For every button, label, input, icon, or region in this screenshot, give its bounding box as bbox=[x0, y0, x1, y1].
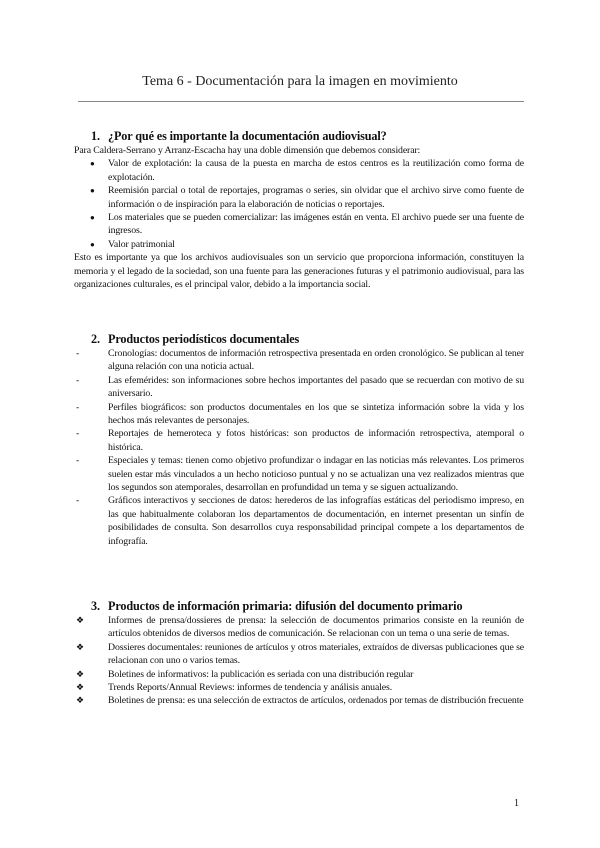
list-item bbox=[74, 454, 524, 494]
list-item-text: Valor de explotación: la causa de la puesta en marcha de estos centros es la reutilización como forma de explotación. bbox=[108, 158, 524, 183]
outro-paragraph: Esto es importante ya que los archivos audiovisuales son un servicio que proporciona información, constituyen la memoria y el legado de la sociedad, son una fuente para las generaciones futuras y el patrimonio audiovisual, para las organizaciones culturales, es el principal valor, debido a la importancia social. bbox=[74, 252, 524, 291]
section-heading bbox=[91, 332, 524, 347]
diamond-bullet-icon: ❖ bbox=[76, 615, 84, 625]
section-heading bbox=[91, 129, 524, 144]
diamond-list bbox=[74, 614, 524, 708]
document-title: Tema 6 - Documentación para la imagen en movimiento bbox=[142, 74, 458, 89]
section-number: 1. bbox=[91, 129, 100, 143]
diamond-bullet-icon: ❖ bbox=[76, 641, 84, 652]
list-item-text: Dossieres documentales: reuniones de artículos y otros materiales, extraídos de diversas publicaciones que se relacionan con uno o varios temas. bbox=[108, 641, 524, 667]
diamond-bullet-icon: ❖ bbox=[76, 682, 84, 693]
section-heading-text: Productos de información primaria: difusión del documento primario bbox=[108, 599, 463, 613]
list-item bbox=[74, 211, 524, 238]
list-item-text: Reportajes de hemeroteca y fotos históricas: son productos de información retrospectiva, atemporal o histórica. bbox=[108, 428, 524, 453]
list-item-text: Valor patrimonial bbox=[108, 238, 175, 250]
list-item-text: Especiales y temas: tienen como objetivo profundizar o indagar en las noticias más relevantes. Los primeros suelen estar más vinculados a un hecho noticioso puntual y no se actualizan una vez realizados mientras que los segundos son atemporales, desarrollan en profundidad un tema y se siguen actualizando. bbox=[108, 455, 524, 494]
list-item-text: Boletines de informativos: la publicación es seriada con una distribución regular bbox=[108, 668, 414, 680]
bullet-icon: ● bbox=[90, 159, 95, 169]
list-item bbox=[74, 641, 524, 668]
list-item bbox=[74, 401, 524, 428]
bullet-icon: ● bbox=[90, 186, 95, 196]
list-item-text: Trends Reports/Annual Reviews: informes de tendencia y análisis anuales. bbox=[108, 682, 393, 694]
dash-icon: - bbox=[76, 428, 80, 440]
list-item-text: Reemisión parcial o total de reportajes, programas o series, sin olvidar que el archivo sirve como fuente de información o de inspiración para la elaboración de noticias o reportajes. bbox=[108, 185, 524, 210]
dash-list bbox=[74, 347, 524, 548]
bullet-list bbox=[74, 157, 524, 251]
section-number: 3. bbox=[91, 599, 100, 613]
list-item-text: Las efemérides: son informaciones sobre hechos importantes del pasado que se recuerdan con motivo de su aniversario. bbox=[108, 374, 524, 400]
list-item bbox=[74, 157, 524, 184]
diamond-bullet-icon: ❖ bbox=[76, 695, 84, 706]
section-3 bbox=[74, 599, 524, 708]
list-item bbox=[74, 184, 524, 211]
bullet-icon: ● bbox=[90, 213, 95, 223]
list-item bbox=[74, 427, 524, 454]
dash-icon: - bbox=[76, 374, 80, 386]
list-item-text: Gráficos interactivos y secciones de datos: herederos de las infografías estáticas del periodismo impreso, en las que habitualmente colaboran los departamentos de documentación, en internet presentan un sinfín de posibilidades de consulta. Son desarrollos cuya responsabilidad principal compete a los departamentos de infografía. bbox=[108, 495, 524, 547]
section-2 bbox=[74, 332, 524, 548]
diamond-bullet-icon: ❖ bbox=[76, 668, 84, 679]
list-item bbox=[74, 681, 524, 694]
list-item bbox=[74, 347, 524, 374]
list-item bbox=[74, 668, 524, 681]
title-divider bbox=[78, 101, 524, 102]
bullet-icon: ● bbox=[90, 239, 95, 249]
dash-icon: - bbox=[76, 495, 80, 507]
list-item-text: Boletines de prensa: es una selección de extractos de artículos, ordenados por temas de distribución frecuente bbox=[108, 695, 524, 707]
list-item bbox=[74, 694, 524, 707]
intro-paragraph: Para Caldera-Serrano y Arranz-Escacha hay una doble dimensión que debemos considerar: bbox=[74, 145, 421, 156]
list-item bbox=[74, 494, 524, 548]
dash-icon: - bbox=[76, 455, 80, 467]
list-item bbox=[74, 614, 524, 641]
section-1 bbox=[74, 129, 524, 291]
section-heading-text: Productos periodísticos documentales bbox=[108, 332, 300, 346]
page-number: 1 bbox=[514, 798, 519, 809]
list-item-text: Informes de prensa/dossieres de prensa: la selección de documentos primarios consiste en la reunión de artículos obtenidos de diversos medios de comunicación. Se relacionan con un tema o una serie de temas. bbox=[108, 615, 524, 640]
list-item bbox=[74, 374, 524, 401]
dash-icon: - bbox=[76, 401, 80, 413]
list-item bbox=[74, 238, 524, 251]
section-heading bbox=[91, 599, 524, 614]
dash-icon: - bbox=[76, 348, 80, 359]
list-item-text: Los materiales que se pueden comercializar: las imágenes están en venta. El archivo puede ser una fuente de ingresos. bbox=[108, 212, 524, 237]
section-number: 2. bbox=[91, 332, 100, 346]
list-item-text: Perfiles biográficos: son productos documentales en los que se sintetiza información sobre la vida y los hechos más relevantes de personajes. bbox=[108, 401, 524, 427]
list-item-text: Cronologías: documentos de información retrospectiva presentada en orden cronológico. Se publican al tener alguna relación con una noticia actual. bbox=[108, 348, 524, 373]
section-heading-text: ¿Por qué es importante la documentación audiovisual? bbox=[108, 129, 387, 143]
